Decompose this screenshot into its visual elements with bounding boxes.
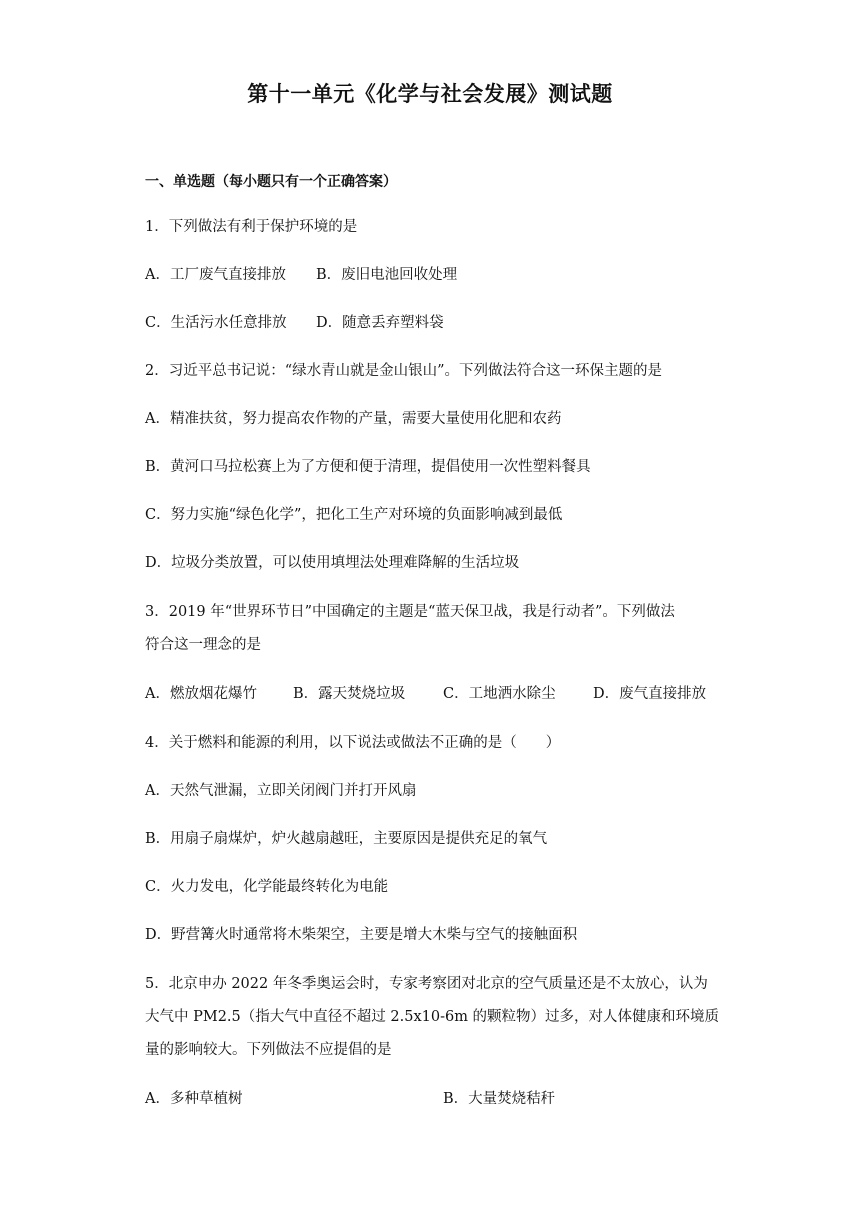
question-1-stem: 1．下列做法有利于保护环境的是 [145,219,358,235]
question-4-option-a: A．天然气泄漏，立即关闭阀门并打开风扇 [145,783,417,799]
option-b: B．大量焚烧秸秆 [443,1091,556,1107]
question-4-option-d: D．野营篝火时通常将木柴架空，主要是增大木柴与空气的接触面积 [145,927,578,943]
option-d: D．随意丢弃塑料袋 [316,315,444,331]
question-5-stem-line-1: 5．北京申办 2022 年冬季奥运会时，专家考察团对北京的空气质量还是不太放心，认为 [145,976,708,992]
question-4-option-b: B．用扇子扇煤炉，炉火越扇越旺，主要原因是提供充足的氧气 [145,831,548,847]
question-4-option-c: C．火力发电，化学能最终转化为电能 [145,879,389,895]
option-a: A．燃放烟花爆竹 [145,686,257,702]
option-a: A．多种草植树 [145,1091,243,1107]
option-b: B．露天焚烧垃圾 [293,686,406,702]
question-2-stem: 2．习近平总书记说：“绿水青山就是金山银山”。下列做法符合这一环保主题的是 [145,363,663,379]
option-b: B．废旧电池回收处理 [316,267,458,283]
question-2-option-b: B．黄河口马拉松赛上为了方便和便于清理，提倡使用一次性塑料餐具 [145,459,591,475]
option-c: C．工地洒水除尘 [443,686,556,702]
question-2-option-d: D．垃圾分类放置，可以使用填埋法处理难降解的生活垃圾 [145,555,520,571]
question-2-option-a: A．精准扶贫，努力提高农作物的产量，需要大量使用化肥和农药 [145,411,562,427]
option-a: A．工厂废气直接排放 [145,267,286,283]
page-title: 第十一单元《化学与社会发展》测试题 [247,82,613,106]
question-3-stem-line-1: 3．2019 年“世界环节日”中国确定的主题是“蓝天保卫战，我是行动者”。下列做法 [145,604,675,620]
question-5-stem-line-3: 量的影响较大。下列做法不应提倡的是 [145,1042,392,1058]
option-d: D．废气直接排放 [593,686,707,702]
question-2-option-c: C．努力实施“绿色化学”，把化工生产对环境的负面影响减到最低 [145,507,563,523]
question-5-stem-line-2: 大气中 PM2.5（指大气中直径不超过 2.5x10-6m 的颗粒物）过多，对人体健康和环境质 [145,1009,720,1025]
question-4-stem: 4．关于燃料和能源的利用，以下说法或做法不正确的是（ ） [145,735,561,751]
question-3-stem-line-2: 符合这一理念的是 [145,637,261,653]
option-c: C．生活污水任意排放 [145,315,287,331]
section-heading: 一、单选题（每小题只有一个正确答案） [145,174,397,190]
